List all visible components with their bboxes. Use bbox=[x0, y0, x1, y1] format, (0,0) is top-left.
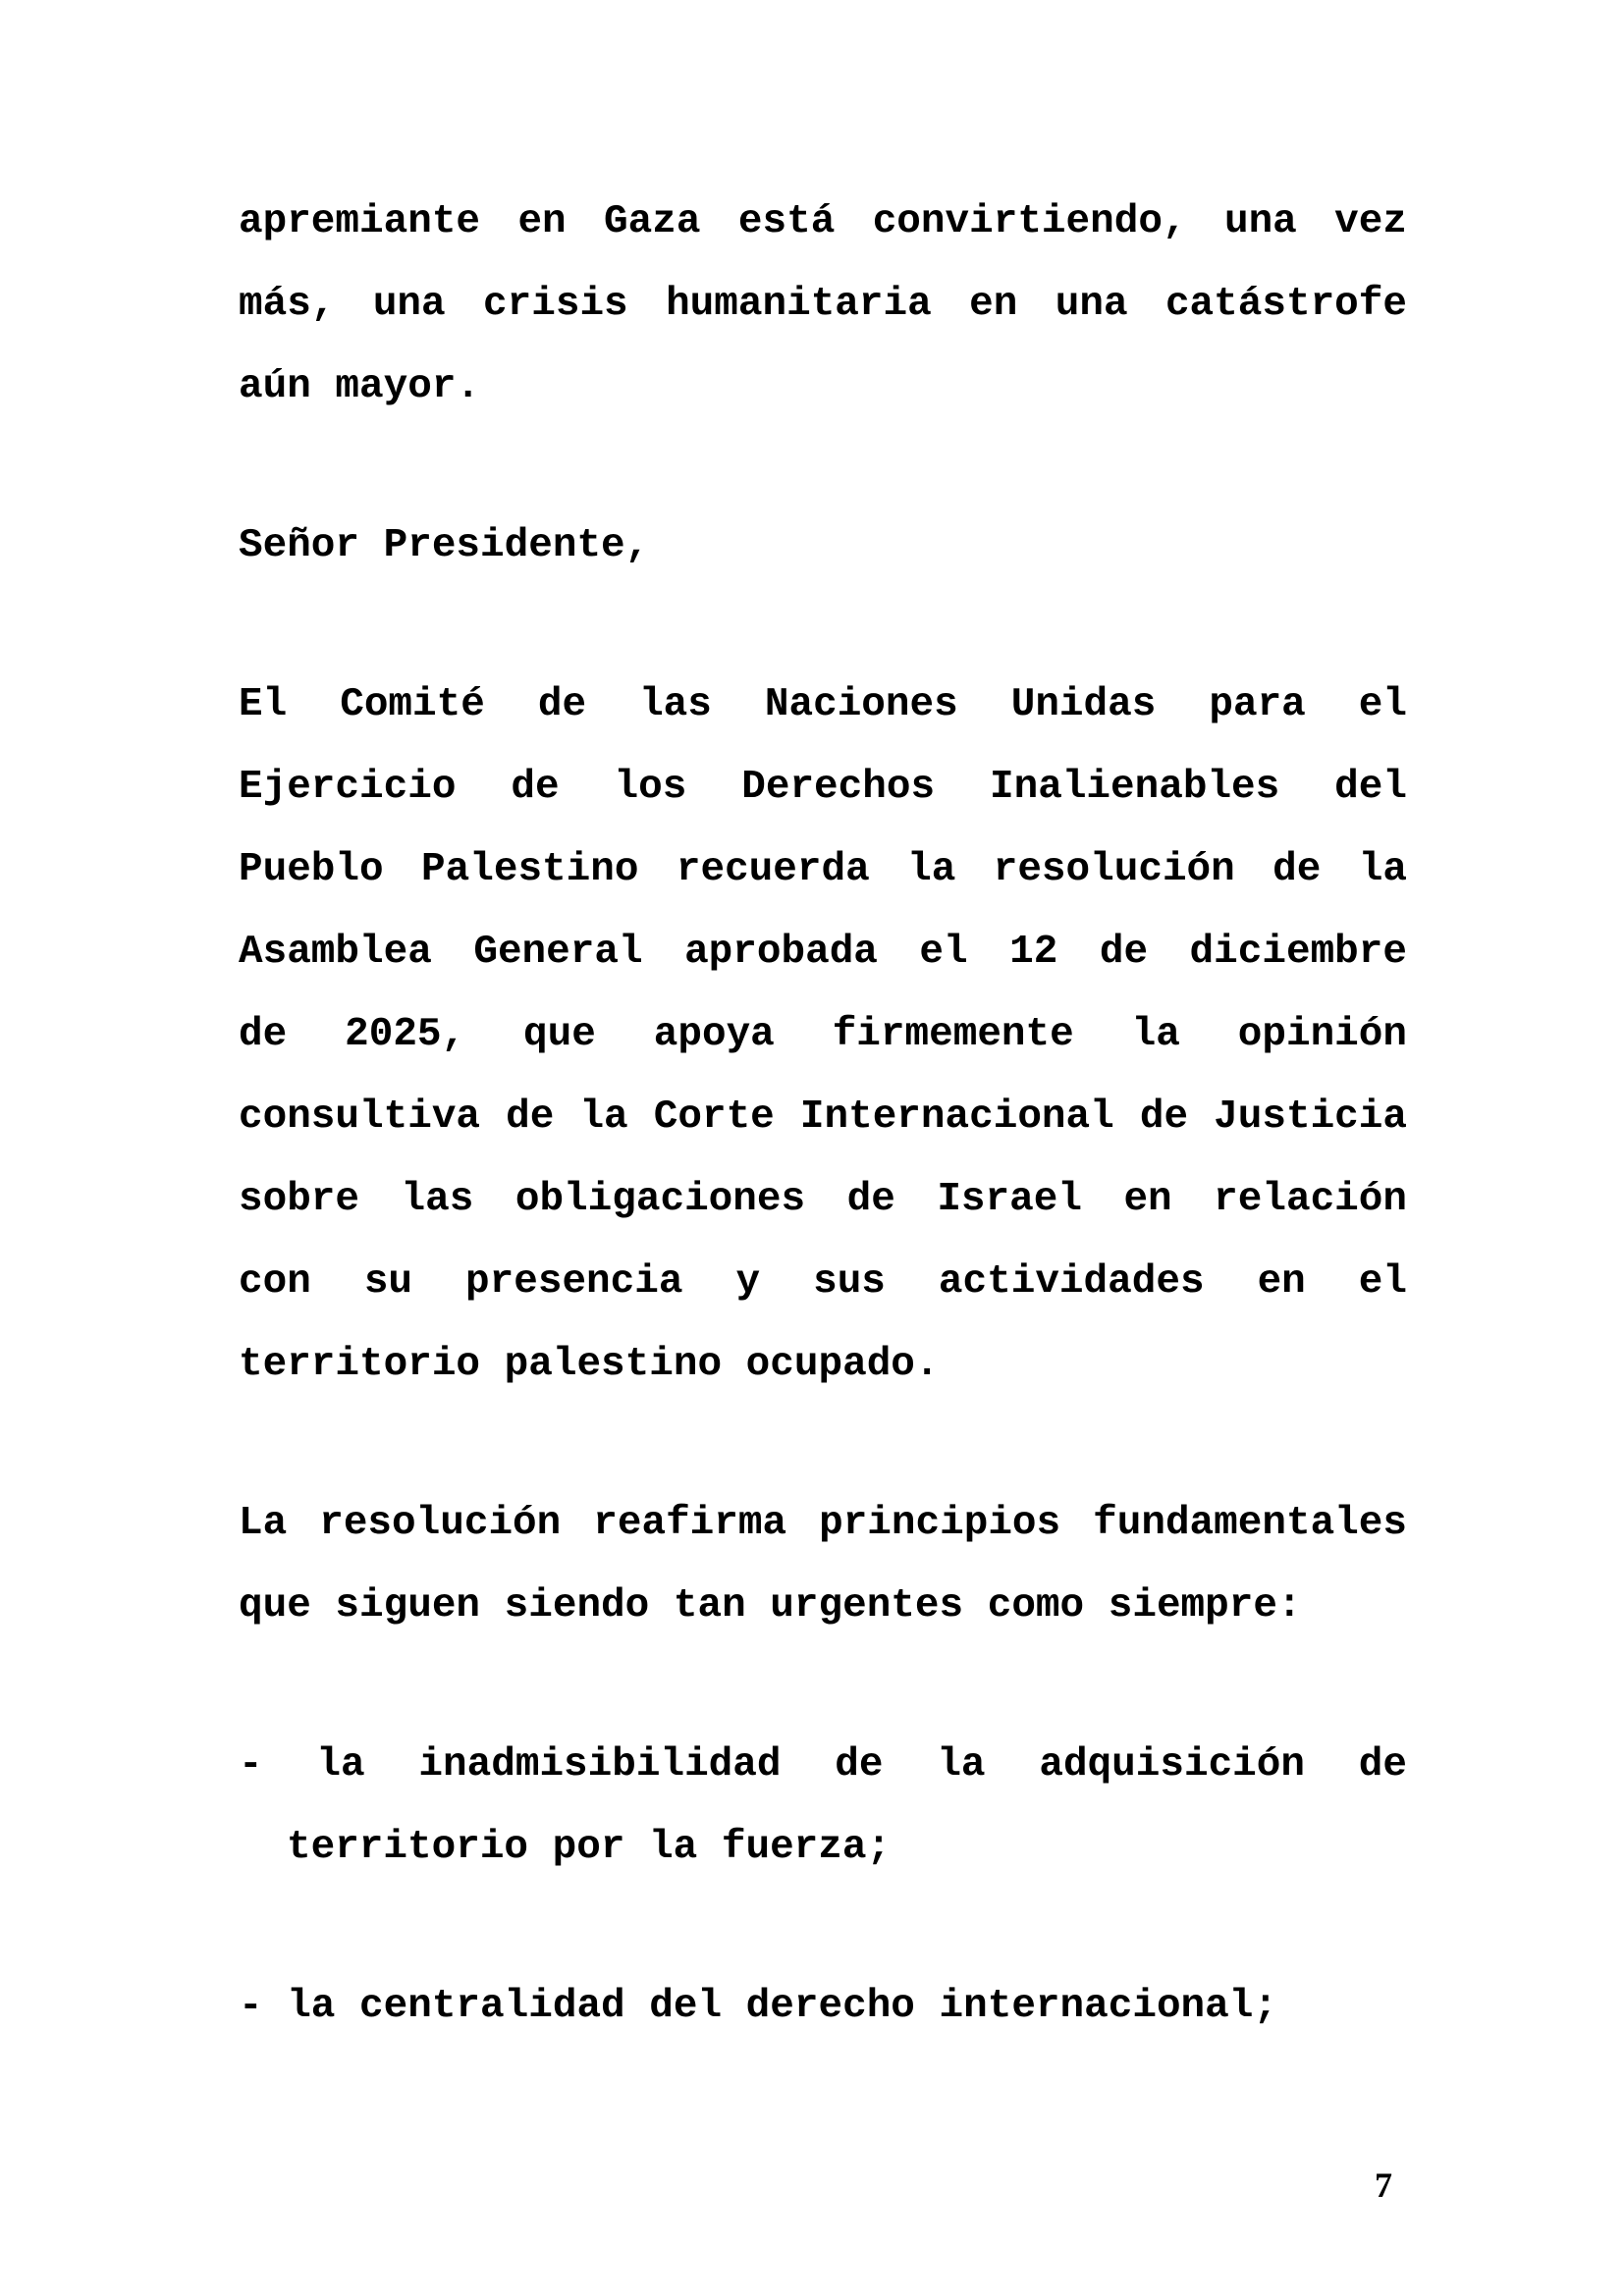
text-line: El Comité de las Naciones Unidas para el bbox=[239, 682, 1407, 727]
paragraph-salutation bbox=[239, 505, 1407, 587]
text-line: Pueblo Palestino recuerda la resolución de la bbox=[239, 847, 1407, 892]
bullet-item-inadmissibility bbox=[239, 1724, 1407, 1889]
text-line: de 2025, que apoya firmemente la opinión bbox=[239, 1012, 1407, 1057]
text-line: más, una crisis humanitaria en una catástrofe bbox=[239, 282, 1407, 327]
text-line: con su presencia y sus actividades en el bbox=[239, 1259, 1407, 1305]
text-line: territorio por la fuerza; bbox=[287, 1825, 892, 1870]
text-line: territorio palestino ocupado. bbox=[239, 1342, 940, 1387]
bullet-item-international-law bbox=[239, 1965, 1407, 2048]
page-number: 7 bbox=[1375, 2165, 1392, 2205]
text-line: La resolución reafirma principios fundamentales bbox=[239, 1501, 1407, 1546]
paragraph-gaza-crisis bbox=[239, 181, 1407, 428]
text-line: sobre las obligaciones de Israel en relación bbox=[239, 1177, 1407, 1222]
paragraph-committee-resolution bbox=[239, 664, 1407, 1406]
body-text bbox=[239, 181, 1407, 2048]
text-line: consultiva de la Corte Internacional de Justicia bbox=[239, 1095, 1407, 1140]
text-line: aún mayor. bbox=[239, 364, 481, 409]
text-line: - la inadmisibilidad de la adquisición de bbox=[239, 1742, 1407, 1788]
text-line: Ejercicio de los Derechos Inalienables del bbox=[239, 765, 1407, 810]
text-line: apremiante en Gaza está convirtiendo, una vez bbox=[239, 199, 1407, 244]
text-line: Asamblea General aprobada el 12 de diciembre bbox=[239, 930, 1407, 975]
text-line: - la centralidad del derecho internacional; bbox=[239, 1984, 1277, 2029]
text-line: que siguen siendo tan urgentes como siempre: bbox=[239, 1583, 1302, 1629]
paragraph-resolution-principles bbox=[239, 1482, 1407, 1647]
text-line: Señor Presidente, bbox=[239, 523, 650, 568]
